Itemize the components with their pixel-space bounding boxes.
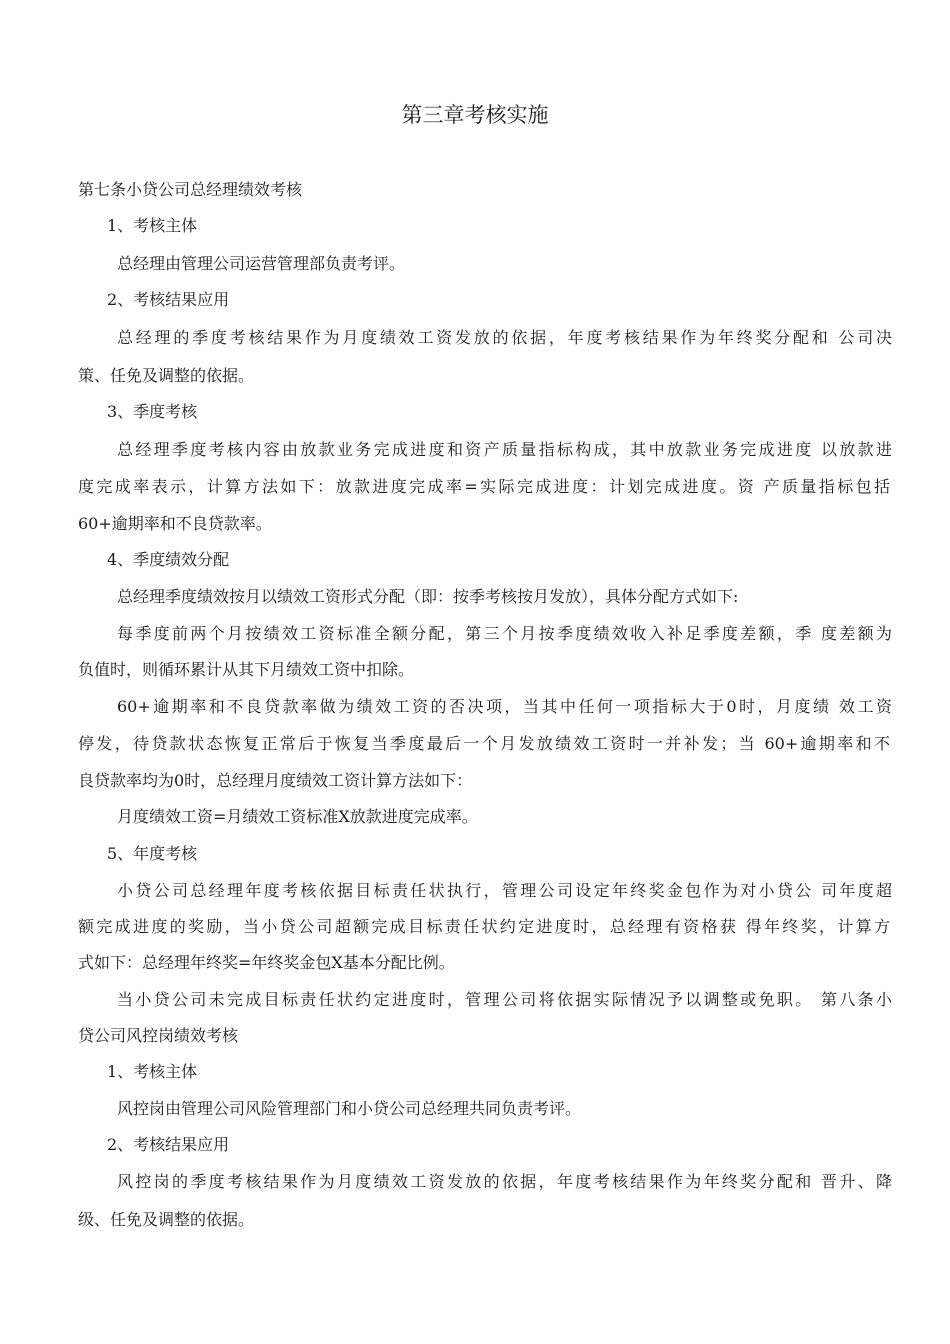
paragraph-line: 停发，待贷款状态恢复正常后于恢复当季度最后一个月发放绩效工资时一并补发；当 60+逾期率和不 (78, 734, 890, 753)
paragraph-line: 总经理的季度考核结果作为月度绩效工资发放的依据，年度考核结果作为年终奖分配和 公司决 (117, 328, 892, 347)
formula-line: 月度绩效工资=月绩效工资标准X放款进度完成率。 (117, 807, 478, 826)
paragraph-line: 每季度前两个月按绩效工资标准全额分配，第三个月按季度绩效收入补足季度差额，季 度差额为 (117, 624, 892, 643)
paragraph-line: 风控岗由管理公司风险管理部门和小贷公司总经理共同负责考评。 (117, 1099, 582, 1118)
paragraph-line: 风控岗的季度考核结果作为月度绩效工资发放的依据，年度考核结果作为年终奖分配和 晋升、降 (117, 1172, 892, 1191)
chapter-title: 第三章考核实施 (401, 103, 549, 127)
paragraph-line: 60+逾期率和不良贷款率做为绩效工资的否决项，当其中任何一项指标大于0时，月度绩 效工资 (117, 697, 892, 716)
paragraph-line: 式如下：总经理年终奖=年终奖金包X基本分配比例。 (78, 953, 455, 972)
section-heading: 4、季度绩效分配 (107, 550, 230, 569)
paragraph-line: 良贷款率均为0时，总经理月度绩效工资计算方法如下： (78, 771, 473, 790)
paragraph-line: 额完成进度的奖励，当小贷公司超额完成目标责任状约定进度时，总经理有资格获 得年终奖，计算方 (78, 917, 890, 936)
section-heading: 3、季度考核 (107, 402, 198, 421)
paragraph-line: 负值时，则循环累计从其下月绩效工资中扣除。 (78, 660, 415, 679)
article-8-heading: 贷公司风控岗绩效考核 (78, 1026, 239, 1045)
paragraph-line: 60+逾期率和不良贷款率。 (78, 514, 272, 533)
paragraph-line: 总经理季度考核内容由放款业务完成进度和资产质量指标构成，其中放款业务完成进度 以放款进 (117, 440, 892, 459)
paragraph-line: 总经理季度绩效按月以绩效工资形式分配（即：按季考核按月发放），具体分配方式如下: (117, 587, 739, 606)
paragraph-line: 级、任免及调整的依据。 (78, 1210, 255, 1229)
section-heading: 5、年度考核 (107, 844, 198, 863)
paragraph-line: 小贷公司总经理年度考核依据目标责任状执行，管理公司设定年终奖金包作为对小贷公 司年度超 (117, 881, 892, 900)
paragraph-line: 策、任免及调整的依据。 (78, 366, 255, 385)
paragraph-line: 当小贷公司未完成目标责任状约定进度时，管理公司将依据实际情况予以调整或免职。 第八条小 (117, 990, 892, 1009)
article-7-heading: 第七条小贷公司总经理绩效考核 (78, 180, 303, 199)
section-heading: 2、考核结果应用 (107, 290, 230, 309)
section-heading: 2、考核结果应用 (107, 1135, 230, 1154)
section-heading: 1、考核主体 (107, 1062, 198, 1081)
paragraph-line: 总经理由管理公司运营管理部负责考评。 (117, 254, 406, 273)
paragraph-line: 度完成率表示，计算方法如下：放款进度完成率=实际完成进度：计划完成进度。资 产质量指标包括 (78, 477, 890, 496)
section-heading: 1、考核主体 (107, 216, 198, 235)
